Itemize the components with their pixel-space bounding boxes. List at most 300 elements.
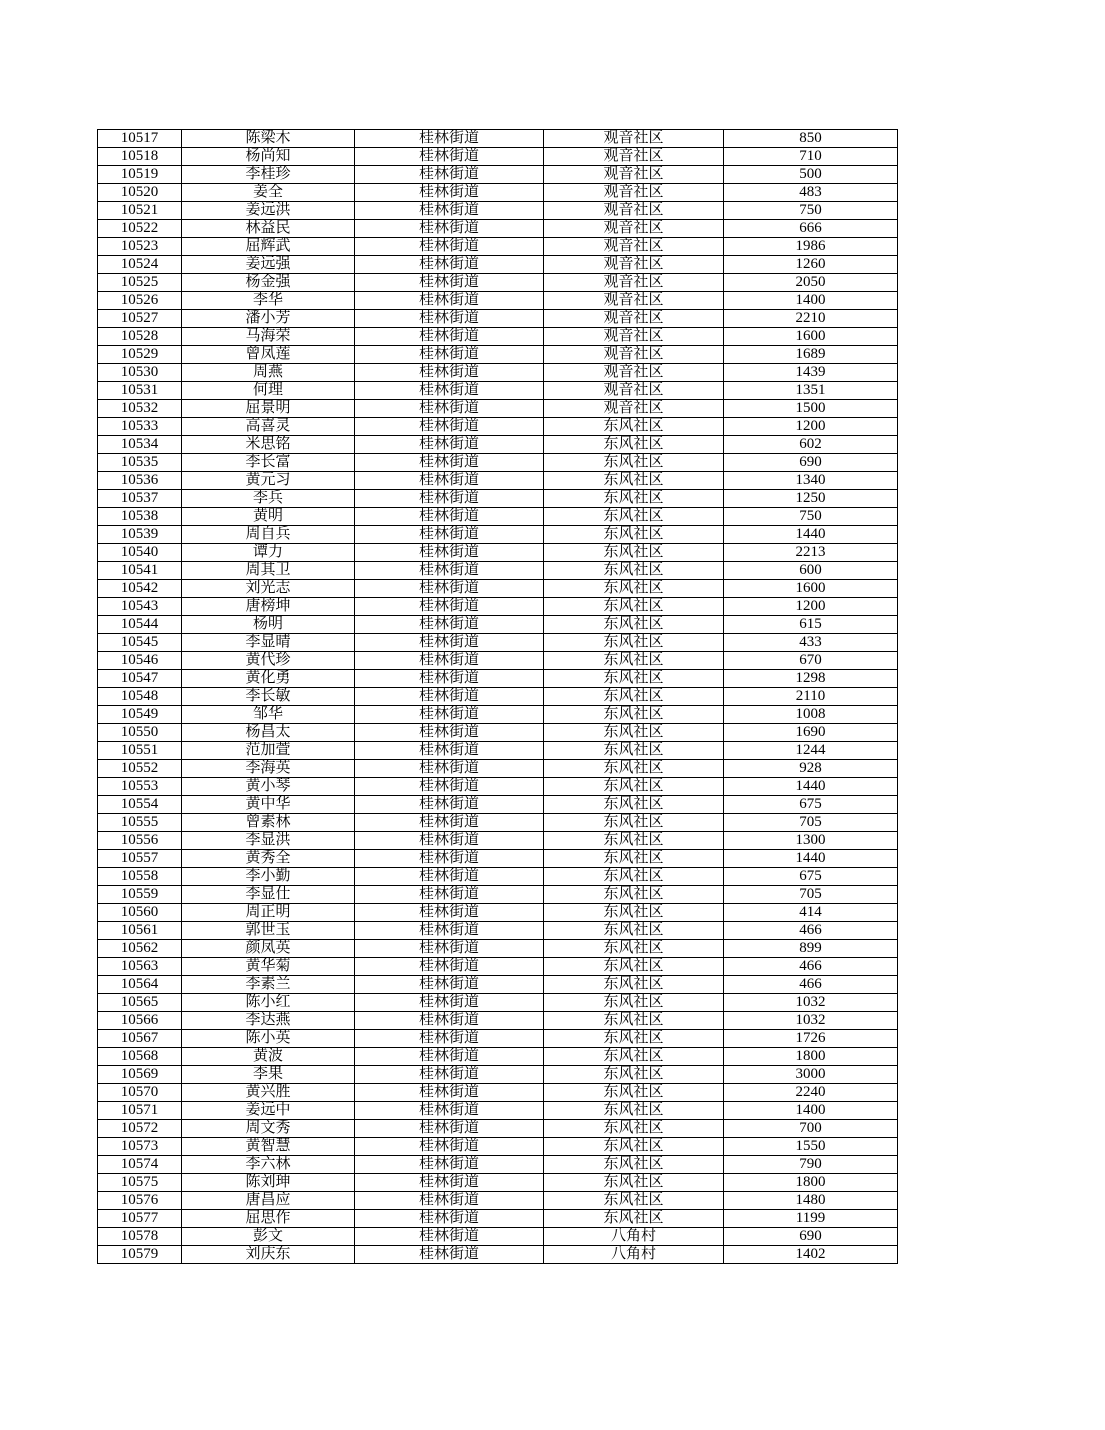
cell-id: 10565 — [98, 994, 182, 1012]
table-row — [98, 976, 898, 994]
cell-street: 桂林街道 — [355, 994, 544, 1012]
cell-id: 10519 — [98, 166, 182, 184]
cell-community: 观音社区 — [544, 346, 724, 364]
table-row — [98, 220, 898, 238]
cell-name: 杨明 — [182, 616, 355, 634]
cell-name: 邹华 — [182, 706, 355, 724]
cell-street: 桂林街道 — [355, 310, 544, 328]
cell-id: 10556 — [98, 832, 182, 850]
cell-amount: 466 — [724, 976, 898, 994]
cell-id: 10533 — [98, 418, 182, 436]
cell-street: 桂林街道 — [355, 238, 544, 256]
cell-name: 李达燕 — [182, 1012, 355, 1030]
cell-community: 东风社区 — [544, 760, 724, 778]
cell-amount: 2240 — [724, 1084, 898, 1102]
cell-street: 桂林街道 — [355, 706, 544, 724]
cell-amount: 1200 — [724, 598, 898, 616]
cell-community: 东风社区 — [544, 580, 724, 598]
cell-street: 桂林街道 — [355, 364, 544, 382]
cell-community: 观音社区 — [544, 166, 724, 184]
cell-community: 东风社区 — [544, 868, 724, 886]
cell-street: 桂林街道 — [355, 688, 544, 706]
table-row — [98, 310, 898, 328]
cell-id: 10543 — [98, 598, 182, 616]
cell-community: 东风社区 — [544, 1012, 724, 1030]
cell-amount: 670 — [724, 652, 898, 670]
cell-id: 10536 — [98, 472, 182, 490]
cell-street: 桂林街道 — [355, 508, 544, 526]
cell-community: 东风社区 — [544, 454, 724, 472]
table-row — [98, 490, 898, 508]
cell-name: 马海荣 — [182, 328, 355, 346]
cell-street: 桂林街道 — [355, 346, 544, 364]
cell-community: 东风社区 — [544, 742, 724, 760]
cell-id: 10575 — [98, 1174, 182, 1192]
cell-id: 10557 — [98, 850, 182, 868]
table-row — [98, 670, 898, 688]
cell-community: 东风社区 — [544, 976, 724, 994]
cell-amount: 1689 — [724, 346, 898, 364]
cell-community: 观音社区 — [544, 220, 724, 238]
cell-amount: 710 — [724, 148, 898, 166]
cell-street: 桂林街道 — [355, 220, 544, 238]
cell-street: 桂林街道 — [355, 562, 544, 580]
table-row — [98, 1102, 898, 1120]
table-row — [98, 904, 898, 922]
cell-name: 杨昌太 — [182, 724, 355, 742]
cell-id: 10541 — [98, 562, 182, 580]
cell-street: 桂林街道 — [355, 382, 544, 400]
cell-amount: 1260 — [724, 256, 898, 274]
cell-street: 桂林街道 — [355, 814, 544, 832]
cell-name: 杨尚知 — [182, 148, 355, 166]
cell-amount: 1600 — [724, 580, 898, 598]
cell-street: 桂林街道 — [355, 616, 544, 634]
cell-name: 李华 — [182, 292, 355, 310]
cell-amount: 675 — [724, 796, 898, 814]
table-row — [98, 1030, 898, 1048]
cell-id: 10529 — [98, 346, 182, 364]
cell-id: 10555 — [98, 814, 182, 832]
cell-amount: 705 — [724, 814, 898, 832]
cell-amount: 1726 — [724, 1030, 898, 1048]
cell-amount: 1008 — [724, 706, 898, 724]
cell-id: 10568 — [98, 1048, 182, 1066]
cell-street: 桂林街道 — [355, 724, 544, 742]
cell-name: 潘小芳 — [182, 310, 355, 328]
cell-community: 观音社区 — [544, 202, 724, 220]
table-row — [98, 148, 898, 166]
cell-name: 黄小琴 — [182, 778, 355, 796]
cell-name: 姜远强 — [182, 256, 355, 274]
cell-name: 周自兵 — [182, 526, 355, 544]
cell-community: 观音社区 — [544, 130, 724, 148]
cell-street: 桂林街道 — [355, 1228, 544, 1246]
cell-street: 桂林街道 — [355, 1246, 544, 1264]
cell-amount: 690 — [724, 1228, 898, 1246]
cell-id: 10549 — [98, 706, 182, 724]
cell-street: 桂林街道 — [355, 904, 544, 922]
cell-community: 观音社区 — [544, 238, 724, 256]
cell-id: 10523 — [98, 238, 182, 256]
cell-amount: 1400 — [724, 1102, 898, 1120]
cell-id: 10553 — [98, 778, 182, 796]
cell-id: 10574 — [98, 1156, 182, 1174]
cell-community: 观音社区 — [544, 184, 724, 202]
cell-name: 李海英 — [182, 760, 355, 778]
cell-community: 东风社区 — [544, 652, 724, 670]
cell-name: 屈辉武 — [182, 238, 355, 256]
cell-amount: 1986 — [724, 238, 898, 256]
table-row — [98, 580, 898, 598]
cell-street: 桂林街道 — [355, 922, 544, 940]
cell-community: 东风社区 — [544, 1192, 724, 1210]
cell-name: 黄秀全 — [182, 850, 355, 868]
cell-street: 桂林街道 — [355, 454, 544, 472]
cell-name: 谭力 — [182, 544, 355, 562]
cell-amount: 1300 — [724, 832, 898, 850]
cell-name: 黄化勇 — [182, 670, 355, 688]
cell-community: 东风社区 — [544, 508, 724, 526]
table-row — [98, 724, 898, 742]
cell-community: 东风社区 — [544, 1030, 724, 1048]
cell-id: 10517 — [98, 130, 182, 148]
cell-community: 东风社区 — [544, 724, 724, 742]
table-row — [98, 1174, 898, 1192]
cell-community: 观音社区 — [544, 292, 724, 310]
table-row — [98, 184, 898, 202]
cell-amount: 3000 — [724, 1066, 898, 1084]
cell-amount: 600 — [724, 562, 898, 580]
cell-name: 周正明 — [182, 904, 355, 922]
cell-community: 东风社区 — [544, 958, 724, 976]
table-row — [98, 958, 898, 976]
cell-amount: 483 — [724, 184, 898, 202]
cell-id: 10548 — [98, 688, 182, 706]
table-row — [98, 616, 898, 634]
cell-community: 东风社区 — [544, 1084, 724, 1102]
cell-amount: 1600 — [724, 328, 898, 346]
table-row — [98, 202, 898, 220]
table-row — [98, 472, 898, 490]
table-row — [98, 832, 898, 850]
cell-name: 周文秀 — [182, 1120, 355, 1138]
cell-name: 米思铭 — [182, 436, 355, 454]
cell-id: 10524 — [98, 256, 182, 274]
cell-street: 桂林街道 — [355, 760, 544, 778]
cell-amount: 1400 — [724, 292, 898, 310]
cell-id: 10572 — [98, 1120, 182, 1138]
cell-id: 10571 — [98, 1102, 182, 1120]
cell-id: 10542 — [98, 580, 182, 598]
cell-amount: 1199 — [724, 1210, 898, 1228]
table-row — [98, 508, 898, 526]
cell-name: 李果 — [182, 1066, 355, 1084]
cell-name: 姜全 — [182, 184, 355, 202]
cell-street: 桂林街道 — [355, 940, 544, 958]
table-row — [98, 1192, 898, 1210]
cell-street: 桂林街道 — [355, 1048, 544, 1066]
cell-community: 八角村 — [544, 1246, 724, 1264]
table-row — [98, 1210, 898, 1228]
cell-community: 东风社区 — [544, 778, 724, 796]
cell-id: 10578 — [98, 1228, 182, 1246]
cell-name: 林益民 — [182, 220, 355, 238]
cell-street: 桂林街道 — [355, 526, 544, 544]
table-row — [98, 1048, 898, 1066]
cell-street: 桂林街道 — [355, 832, 544, 850]
cell-street: 桂林街道 — [355, 1138, 544, 1156]
cell-amount: 790 — [724, 1156, 898, 1174]
cell-name: 陈小红 — [182, 994, 355, 1012]
cell-name: 屈思作 — [182, 1210, 355, 1228]
cell-id: 10560 — [98, 904, 182, 922]
table-row — [98, 382, 898, 400]
cell-amount: 1440 — [724, 850, 898, 868]
cell-amount: 433 — [724, 634, 898, 652]
cell-id: 10569 — [98, 1066, 182, 1084]
cell-street: 桂林街道 — [355, 148, 544, 166]
cell-name: 屈景明 — [182, 400, 355, 418]
cell-amount: 466 — [724, 922, 898, 940]
cell-name: 李显晴 — [182, 634, 355, 652]
table-row — [98, 742, 898, 760]
cell-community: 东风社区 — [544, 1138, 724, 1156]
cell-amount: 1340 — [724, 472, 898, 490]
table-body — [98, 130, 898, 1264]
cell-community: 东风社区 — [544, 1066, 724, 1084]
cell-amount: 2213 — [724, 544, 898, 562]
table-row — [98, 922, 898, 940]
cell-id: 10539 — [98, 526, 182, 544]
cell-name: 高喜灵 — [182, 418, 355, 436]
cell-amount: 1402 — [724, 1246, 898, 1264]
cell-community: 观音社区 — [544, 274, 724, 292]
cell-amount: 1800 — [724, 1048, 898, 1066]
cell-name: 黄兴胜 — [182, 1084, 355, 1102]
cell-id: 10550 — [98, 724, 182, 742]
cell-street: 桂林街道 — [355, 850, 544, 868]
cell-community: 东风社区 — [544, 472, 724, 490]
cell-amount: 602 — [724, 436, 898, 454]
cell-id: 10530 — [98, 364, 182, 382]
table-row — [98, 130, 898, 148]
cell-name: 李桂珍 — [182, 166, 355, 184]
cell-street: 桂林街道 — [355, 1084, 544, 1102]
table-row — [98, 652, 898, 670]
cell-street: 桂林街道 — [355, 400, 544, 418]
cell-name: 唐昌应 — [182, 1192, 355, 1210]
table-row — [98, 688, 898, 706]
cell-community: 东风社区 — [544, 796, 724, 814]
cell-street: 桂林街道 — [355, 742, 544, 760]
cell-name: 陈梁木 — [182, 130, 355, 148]
cell-street: 桂林街道 — [355, 598, 544, 616]
cell-street: 桂林街道 — [355, 436, 544, 454]
cell-community: 东风社区 — [544, 418, 724, 436]
cell-amount: 1298 — [724, 670, 898, 688]
cell-street: 桂林街道 — [355, 544, 544, 562]
table-row — [98, 634, 898, 652]
cell-street: 桂林街道 — [355, 490, 544, 508]
cell-amount: 1440 — [724, 778, 898, 796]
cell-name: 黄智慧 — [182, 1138, 355, 1156]
cell-id: 10559 — [98, 886, 182, 904]
table-row — [98, 1156, 898, 1174]
cell-street: 桂林街道 — [355, 580, 544, 598]
cell-id: 10570 — [98, 1084, 182, 1102]
cell-community: 东风社区 — [544, 940, 724, 958]
cell-amount: 1032 — [724, 1012, 898, 1030]
cell-name: 李显仕 — [182, 886, 355, 904]
cell-amount: 1690 — [724, 724, 898, 742]
cell-community: 东风社区 — [544, 490, 724, 508]
cell-id: 10579 — [98, 1246, 182, 1264]
cell-amount: 690 — [724, 454, 898, 472]
cell-amount: 1244 — [724, 742, 898, 760]
cell-name: 唐榜坤 — [182, 598, 355, 616]
cell-id: 10540 — [98, 544, 182, 562]
cell-amount: 700 — [724, 1120, 898, 1138]
cell-amount: 466 — [724, 958, 898, 976]
cell-community: 东风社区 — [544, 904, 724, 922]
cell-amount: 500 — [724, 166, 898, 184]
cell-community: 东风社区 — [544, 562, 724, 580]
cell-street: 桂林街道 — [355, 652, 544, 670]
cell-id: 10525 — [98, 274, 182, 292]
cell-id: 10564 — [98, 976, 182, 994]
cell-community: 东风社区 — [544, 688, 724, 706]
cell-name: 李长敏 — [182, 688, 355, 706]
table-row — [98, 292, 898, 310]
cell-name: 李显洪 — [182, 832, 355, 850]
cell-community: 观音社区 — [544, 256, 724, 274]
cell-amount: 1480 — [724, 1192, 898, 1210]
cell-id: 10544 — [98, 616, 182, 634]
cell-name: 陈刘珅 — [182, 1174, 355, 1192]
cell-community: 观音社区 — [544, 148, 724, 166]
cell-street: 桂林街道 — [355, 1210, 544, 1228]
cell-community: 东风社区 — [544, 1120, 724, 1138]
cell-amount: 750 — [724, 508, 898, 526]
cell-street: 桂林街道 — [355, 292, 544, 310]
table-row — [98, 418, 898, 436]
data-table — [97, 129, 898, 1264]
table-row — [98, 598, 898, 616]
table-row — [98, 562, 898, 580]
cell-street: 桂林街道 — [355, 472, 544, 490]
cell-id: 10554 — [98, 796, 182, 814]
cell-community: 东风社区 — [544, 850, 724, 868]
cell-street: 桂林街道 — [355, 958, 544, 976]
cell-street: 桂林街道 — [355, 1102, 544, 1120]
cell-community: 观音社区 — [544, 364, 724, 382]
cell-name: 李小勤 — [182, 868, 355, 886]
cell-street: 桂林街道 — [355, 1174, 544, 1192]
cell-id: 10573 — [98, 1138, 182, 1156]
cell-name: 黄代珍 — [182, 652, 355, 670]
cell-community: 东风社区 — [544, 814, 724, 832]
cell-amount: 2050 — [724, 274, 898, 292]
cell-id: 10567 — [98, 1030, 182, 1048]
cell-community: 东风社区 — [544, 832, 724, 850]
table-row — [98, 850, 898, 868]
cell-name: 黄中华 — [182, 796, 355, 814]
cell-id: 10577 — [98, 1210, 182, 1228]
cell-amount: 1200 — [724, 418, 898, 436]
cell-id: 10532 — [98, 400, 182, 418]
cell-amount: 666 — [724, 220, 898, 238]
cell-amount: 615 — [724, 616, 898, 634]
cell-name: 黄明 — [182, 508, 355, 526]
cell-amount: 1032 — [724, 994, 898, 1012]
cell-name: 郭世玉 — [182, 922, 355, 940]
table-row — [98, 994, 898, 1012]
cell-name: 姜远洪 — [182, 202, 355, 220]
cell-amount: 414 — [724, 904, 898, 922]
cell-community: 东风社区 — [544, 616, 724, 634]
cell-amount: 2110 — [724, 688, 898, 706]
table-row — [98, 346, 898, 364]
cell-id: 10518 — [98, 148, 182, 166]
cell-community: 东风社区 — [544, 994, 724, 1012]
cell-street: 桂林街道 — [355, 328, 544, 346]
cell-name: 黄元习 — [182, 472, 355, 490]
cell-id: 10534 — [98, 436, 182, 454]
cell-id: 10520 — [98, 184, 182, 202]
cell-amount: 850 — [724, 130, 898, 148]
cell-community: 东风社区 — [544, 670, 724, 688]
cell-street: 桂林街道 — [355, 1192, 544, 1210]
cell-community: 八角村 — [544, 1228, 724, 1246]
cell-id: 10528 — [98, 328, 182, 346]
cell-id: 10535 — [98, 454, 182, 472]
cell-amount: 705 — [724, 886, 898, 904]
cell-id: 10522 — [98, 220, 182, 238]
table-row — [98, 1066, 898, 1084]
cell-street: 桂林街道 — [355, 1030, 544, 1048]
table-row — [98, 1084, 898, 1102]
cell-amount: 2210 — [724, 310, 898, 328]
table-row — [98, 886, 898, 904]
cell-amount: 750 — [724, 202, 898, 220]
cell-name: 周燕 — [182, 364, 355, 382]
cell-name: 黄华菊 — [182, 958, 355, 976]
table-row — [98, 814, 898, 832]
table-row — [98, 1138, 898, 1156]
table-row — [98, 1246, 898, 1264]
cell-amount: 1550 — [724, 1138, 898, 1156]
table-row — [98, 256, 898, 274]
cell-street: 桂林街道 — [355, 670, 544, 688]
cell-id: 10531 — [98, 382, 182, 400]
table-row — [98, 868, 898, 886]
cell-id: 10576 — [98, 1192, 182, 1210]
cell-amount: 1351 — [724, 382, 898, 400]
table-row — [98, 274, 898, 292]
cell-community: 东风社区 — [544, 706, 724, 724]
cell-id: 10551 — [98, 742, 182, 760]
table-row — [98, 526, 898, 544]
cell-community: 观音社区 — [544, 400, 724, 418]
cell-amount: 1800 — [724, 1174, 898, 1192]
table-row — [98, 328, 898, 346]
cell-name: 李长富 — [182, 454, 355, 472]
cell-id: 10527 — [98, 310, 182, 328]
cell-community: 东风社区 — [544, 1174, 724, 1192]
cell-name: 彭文 — [182, 1228, 355, 1246]
cell-street: 桂林街道 — [355, 868, 544, 886]
